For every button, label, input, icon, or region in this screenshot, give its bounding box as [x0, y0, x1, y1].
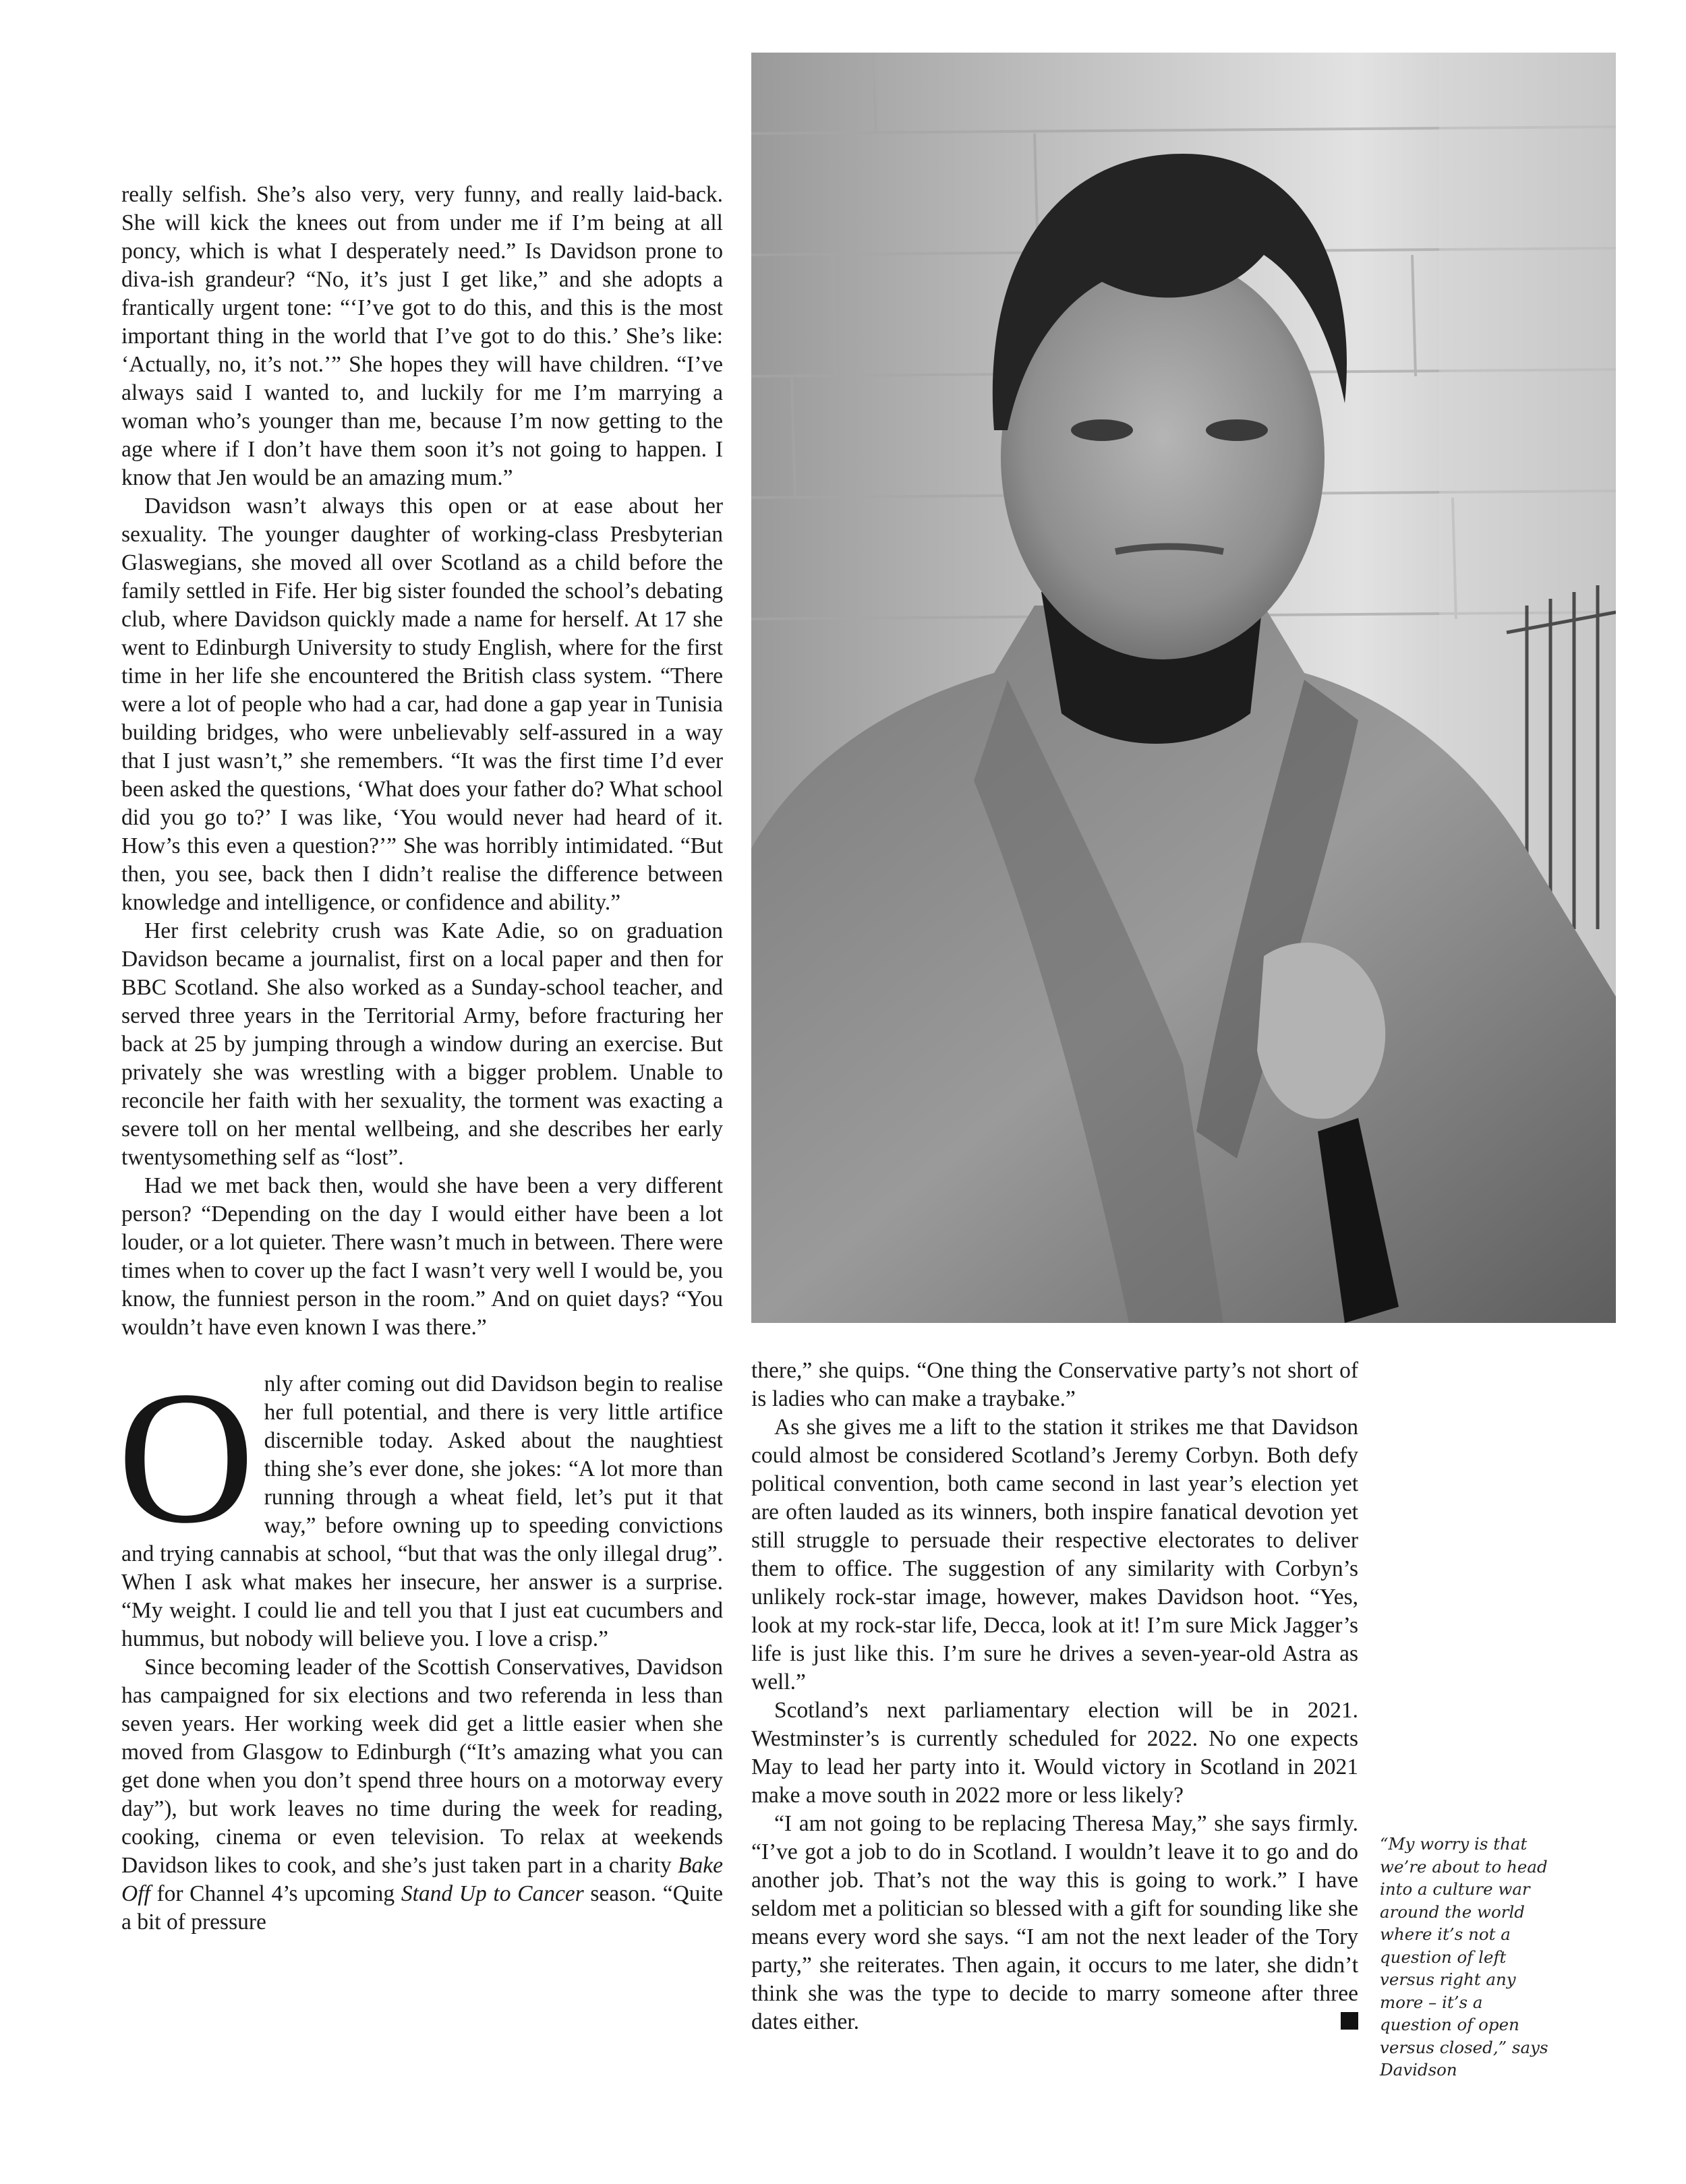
paragraph: Had we met back then, would she have been a very different person? “Depending on the day I would either have been a lot louder, or a lot quieter. There wasn’t much in between. There were times when to cover up the fact I wasn’t very well I would be, you know, the funniest person in the room.” And on quiet days? “You wouldn’t have even known I was there.” — [121, 1173, 723, 1340]
paragraph: there,” she quips. “One thing the Conservative party’s not short of is ladies who can make a traybake.” — [751, 1358, 1358, 1411]
portrait-photo — [751, 53, 1616, 1323]
paragraph: really selfish. She’s also very, very funny, and really laid-back. She will kick the knees out from under me if I’m being at all poncy, which is what I desperately need.” Is Davidson prone to diva-ish grandeur? “No, it’s just I get like,” and she adopts a frantically urgent tone: “‘I’ve got to do this, and this is the most important thing in the world that I’ve got to do this.’ She’s like: ‘Actually, no, it’s not.’” She hopes they will have children. “I’ve always said I wanted to, and luckily for me I’m marrying a woman who’s younger than me, because I’m now getting to the age where if I don’t have them soon it’s not going to happen. I know that Jen would be an amazing mum.” — [121, 182, 723, 490]
paragraph — [121, 1653, 723, 1937]
paragraph: Davidson wasn’t always this open or at ease about her sexuality. The younger daughter of working-class Presbyterian Glaswegians, she moved all over Scotland as a child before the family settled in Fife. Her big sister founded the school’s debating club, where Davidson quickly made a name for herself. At 17 she went to Edinburgh University to study English, where for the first time in her life she encountered the British class system. “There were a lot of people who had a car, had done a gap year in Tunisia building bridges, who were unbelievably self-assured in a way that I just wasn’t,” she remembers. “It was the first time I’d ever been asked the questions, ‘What does your father do? What school did you go to?’ I was like, ‘You would never had heard of it. How’s this even a question?’” She was horribly intimidated. “But then, you see, back then I didn’t realise the difference between knowledge and intelligence, or confidence and ability.” — [121, 494, 723, 915]
paragraph: Scotland’s next parliamentary election will be in 2021. Westminster’s is currently scheduled for 2022. No one expects May to lead her party into it. Would victory in Scotland in 2021 make a move south in 2022 more or less likely? — [751, 1698, 1358, 1808]
end-mark-icon — [1341, 2012, 1358, 2030]
show-title: Stand Up to Cancer — [401, 1881, 584, 1906]
paragraph-text: nly after coming out did Davidson begin to realise her full potential, and there is very little artifice discernible today. Asked about the naughtiest thing she’s ever done, she jokes: “A lot more than running through a wheat field, let’s put it that way,” before owning up to speeding convictions and trying cannabis at school, “but that was the only illegal drug”. When I ask what makes her insecure, her answer is a surprise. “My weight. I could lie and tell you that I just eat cucumbers and hummus, but nobody will believe you. I love a crisp.” — [121, 1371, 723, 1651]
show-title: Bake Off — [121, 1853, 723, 1906]
paragraph-text: for Channel 4’s upcoming — [150, 1881, 401, 1906]
portrait-photo-image — [751, 53, 1616, 1323]
left-text-column — [117, 181, 723, 1937]
paragraph-text: Since becoming leader of the Scottish Conservatives, Davidson has campaigned for six elections and two referenda in less than seven years. Her working week did get a little easier when she moved from Glasgow to Edinburgh (“It’s amazing what you can get done when you don’t spend three hours on a motorway every day”), but work leaves no time during the week for reading, cooking, cinema or even television. To relax at weekends Davidson likes to cook, and she’s just taken part in a charity — [121, 1655, 723, 1878]
drop-cap: O — [117, 1352, 255, 1562]
paragraph-text: season. “Quite a bit of pressure — [121, 1881, 723, 1935]
paragraph-text: “I am not going to be replacing Theresa May,” she says firmly. “I’ve got a job to do in Scotland. I wouldn’t leave it to go and do another job. That’s not the way this is going to work.” I have seldom met a politician so blessed with a gift for sounding like she means every word she says. “I am not the next leader of the Tory party,” she reiterates. Then again, it occurs to me later, she didn’t think she was the type to decide to marry someone after three dates either. — [751, 1811, 1358, 2034]
dropcap-paragraph — [117, 1352, 723, 1653]
pull-quote: “My worry is that we’re about to head into a culture war around the world where it’s not a question of left versus right any more – it’s a question of open versus closed,” says Davidson — [1380, 1834, 1548, 2079]
paragraph — [751, 1810, 1358, 2036]
middle-text-column — [751, 1357, 1358, 2036]
paragraph: As she gives me a lift to the station it strikes me that Davidson could almost be considered Scotland’s Jeremy Corbyn. Both defy political convention, both came second in last year’s election yet are often lauded as its winners, both inspire fanatical devotion yet still struggle to persuade their respective electorates to deliver them to office. The suggestion of any similarity with Corbyn’s unlikely rock-star image, however, makes Davidson hoot. “Yes, look at my rock-star life, Decca, look at it! I’m sure Mick Jagger’s life is just like this. I’m sure he drives a seven-year-old Astra as well.” — [751, 1415, 1358, 1694]
paragraph: Her first celebrity crush was Kate Adie, so on graduation Davidson became a journalist, first on a local paper and then for BBC Scotland. She also worked as a Sunday-school teacher, and served three years in the Territorial Army, before fracturing her back at 25 by jumping through a window during an exercise. But privately she was wrestling with a bigger problem. Unable to reconcile her faith with her sexuality, the torment was exacting a severe toll on her mental wellbeing, and she describes her early twentysomething self as “lost”. — [121, 918, 723, 1170]
